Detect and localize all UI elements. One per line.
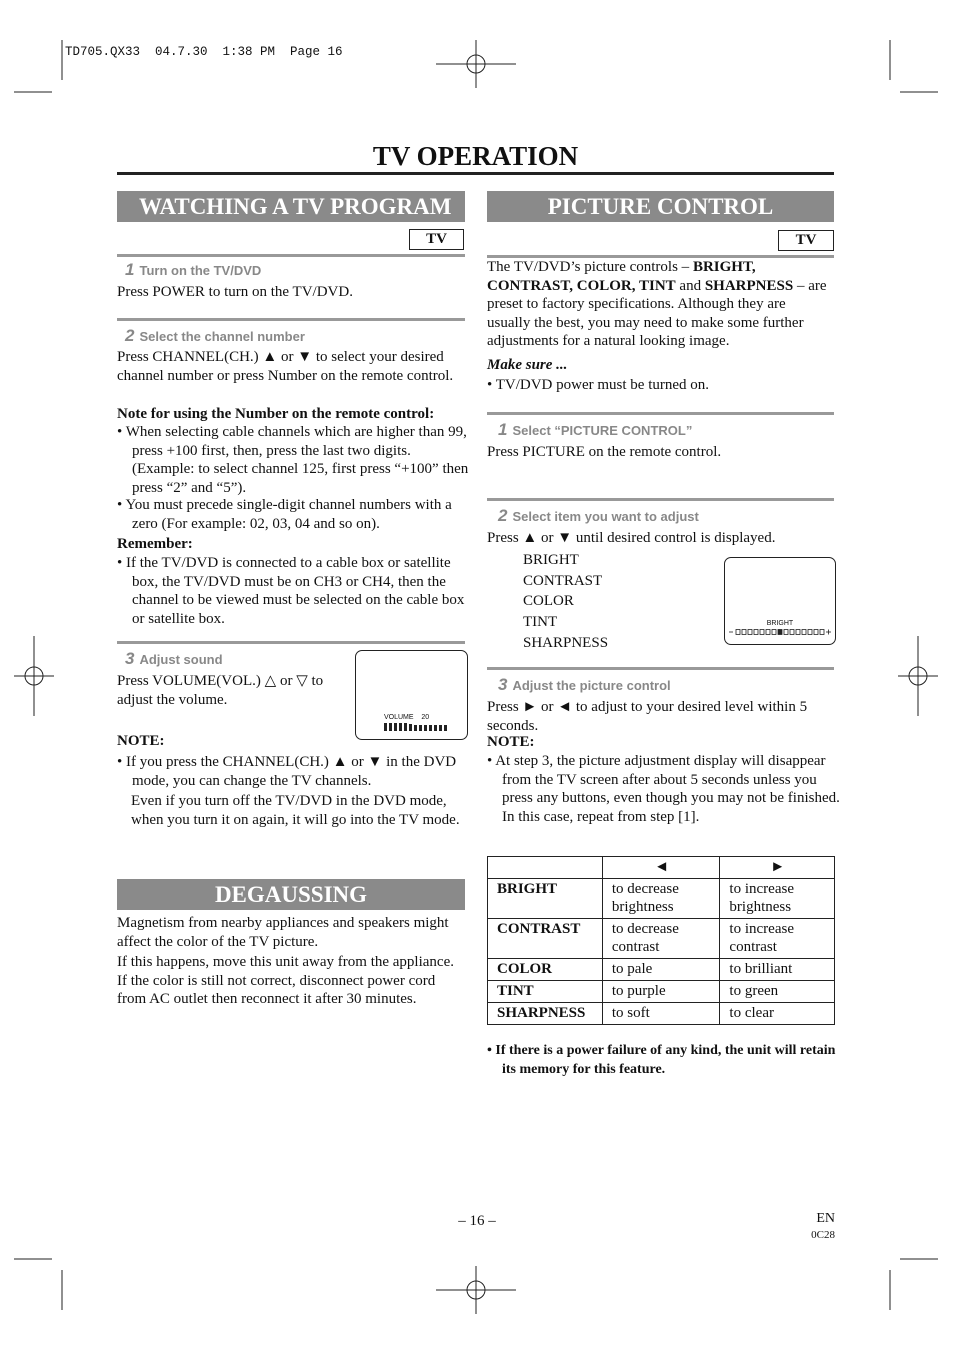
list-item: • TV/DVD power must be turned on. bbox=[487, 377, 710, 393]
list-item: COLOR bbox=[523, 593, 574, 610]
step-divider bbox=[117, 254, 465, 257]
power-note: • If there is a power failure of any kind, the unit will retain its memory for this feature. bbox=[487, 1043, 836, 1077]
table-row: BRIGHT to decrease brightness to increase brightness bbox=[488, 879, 835, 919]
degaussing-text: If this happens, move this unit away from the appliance. If the color is still not correct, disconnect power cord from AC outlet then reconnect it after 30 minutes. bbox=[117, 954, 454, 1007]
step-text: Press PICTURE on the remote control. bbox=[487, 444, 722, 460]
list-item: • You must precede single-digit channel numbers with a zero (For example: 02, 03, 04 and so on). bbox=[117, 497, 452, 532]
note-heading: Note for using the Number on the remote control: bbox=[117, 406, 435, 422]
step-divider bbox=[487, 667, 834, 670]
title-rule bbox=[117, 172, 834, 175]
section-heading-picture: PICTURE CONTROL bbox=[487, 191, 834, 222]
step-text: Press VOLUME(VOL.) △ or ▽ to adjust the volume. bbox=[117, 673, 324, 708]
table-row: TINT to purple to green bbox=[488, 981, 835, 1003]
note-heading: NOTE: bbox=[487, 734, 535, 750]
list-item: TINT bbox=[523, 614, 558, 631]
step-heading: 1 Turn on the TV/DVD bbox=[125, 260, 262, 279]
step-text: Press CHANNEL(CH.) ▲ or ▼ to select your desired channel number or press Number on the remote control. bbox=[117, 349, 454, 384]
step-heading: 2 Select the channel number bbox=[125, 326, 305, 345]
make-sure-heading: Make sure ... bbox=[487, 357, 568, 373]
note-text: Even if you turn off the TV/DVD in the DVD mode, when you turn it on again, it will go into the TV mode. bbox=[131, 793, 460, 828]
step-heading: 1 Select “PICTURE CONTROL” bbox=[498, 420, 693, 439]
remember-heading: Remember: bbox=[117, 536, 193, 552]
page-number: – 16 – bbox=[458, 1213, 496, 1229]
step-divider bbox=[117, 318, 465, 321]
step-divider bbox=[487, 498, 834, 501]
list-item: • At step 3, the picture adjustment display will disappear from the TV screen after about 5 seconds unless you press any buttons, even though you may not be finished. In this case, repeat from step [1]. bbox=[487, 753, 840, 825]
degaussing-text: Magnetism from nearby appliances and speakers might affect the color of the TV picture. bbox=[117, 915, 449, 950]
tv-tag: TV bbox=[778, 230, 834, 251]
list-item: SHARPNESS bbox=[523, 634, 609, 651]
note-heading: NOTE: bbox=[117, 733, 165, 749]
tv-tag: TV bbox=[409, 229, 464, 250]
picture-control-table bbox=[487, 856, 835, 1025]
bright-screen-illustration bbox=[724, 557, 836, 645]
increase-arrow-icon: ► bbox=[720, 857, 835, 879]
table-header-row bbox=[488, 857, 835, 879]
list-item: • If the TV/DVD is connected to a cable box or satellite box, the TV/DVD must be on CH3 or CH4, then the channel to be viewed must be selected on the cable box or satellite box. bbox=[117, 555, 465, 627]
table-row: COLOR to pale to brilliant bbox=[488, 959, 835, 981]
step-text: Press ► or ◄ to adjust to your desired level within 5 seconds. bbox=[487, 699, 808, 734]
list-item: • When selecting cable channels which are higher than 99, press +100 first, then, press the last two digits. (Example: to select channel 125, first press “+100” then press “2” and “5”). bbox=[117, 424, 469, 496]
list-item: CONTRAST bbox=[523, 572, 603, 589]
bright-label: BRIGHT bbox=[766, 620, 794, 627]
volume-bar-icon bbox=[384, 723, 450, 732]
list-item: • If you press the CHANNEL(CH.) ▲ or ▼ in the DVD mode, you can change the TV channels. bbox=[117, 754, 457, 789]
decrease-arrow-icon: ◄ bbox=[602, 857, 720, 879]
step-text: Press POWER to turn on the TV/DVD. bbox=[117, 284, 353, 300]
page-title: TV OPERATION bbox=[372, 141, 579, 171]
section-heading-watching: WATCHING A TV PROGRAM bbox=[117, 191, 465, 222]
step-heading: 2 Select item you want to adjust bbox=[498, 506, 699, 525]
step-heading: 3 Adjust the picture control bbox=[498, 675, 671, 694]
control-list bbox=[523, 550, 608, 654]
print-header: TD705.QX33 04.7.30 1:38 PM Page 16 bbox=[65, 45, 343, 59]
language-code: EN bbox=[816, 1211, 835, 1226]
intro-text: The TV/DVD’s picture controls – BRIGHT, CONTRAST, COLOR, TINT and SHARPNESS – are preset to factory specifications. Although they are usually the best, you may need to make some further adjustments for a natural looking image. bbox=[487, 259, 827, 349]
volume-screen-illustration bbox=[355, 650, 468, 740]
step-text: Press ▲ or ▼ until desired control is displayed. bbox=[487, 530, 776, 546]
step-divider bbox=[487, 412, 834, 415]
volume-label: VOLUME 20 bbox=[384, 714, 430, 721]
document-code: 0C28 bbox=[811, 1229, 835, 1241]
step-divider bbox=[117, 641, 465, 644]
list-item: BRIGHT bbox=[523, 552, 579, 568]
level-bar-icon bbox=[729, 628, 831, 636]
step-heading: 3 Adjust sound bbox=[125, 649, 223, 668]
section-heading-degaussing: DEGAUSSING bbox=[117, 879, 465, 910]
table-row: SHARPNESS to soft to clear bbox=[488, 1003, 835, 1025]
table-row: CONTRAST to decrease contrast to increase contrast bbox=[488, 919, 835, 959]
